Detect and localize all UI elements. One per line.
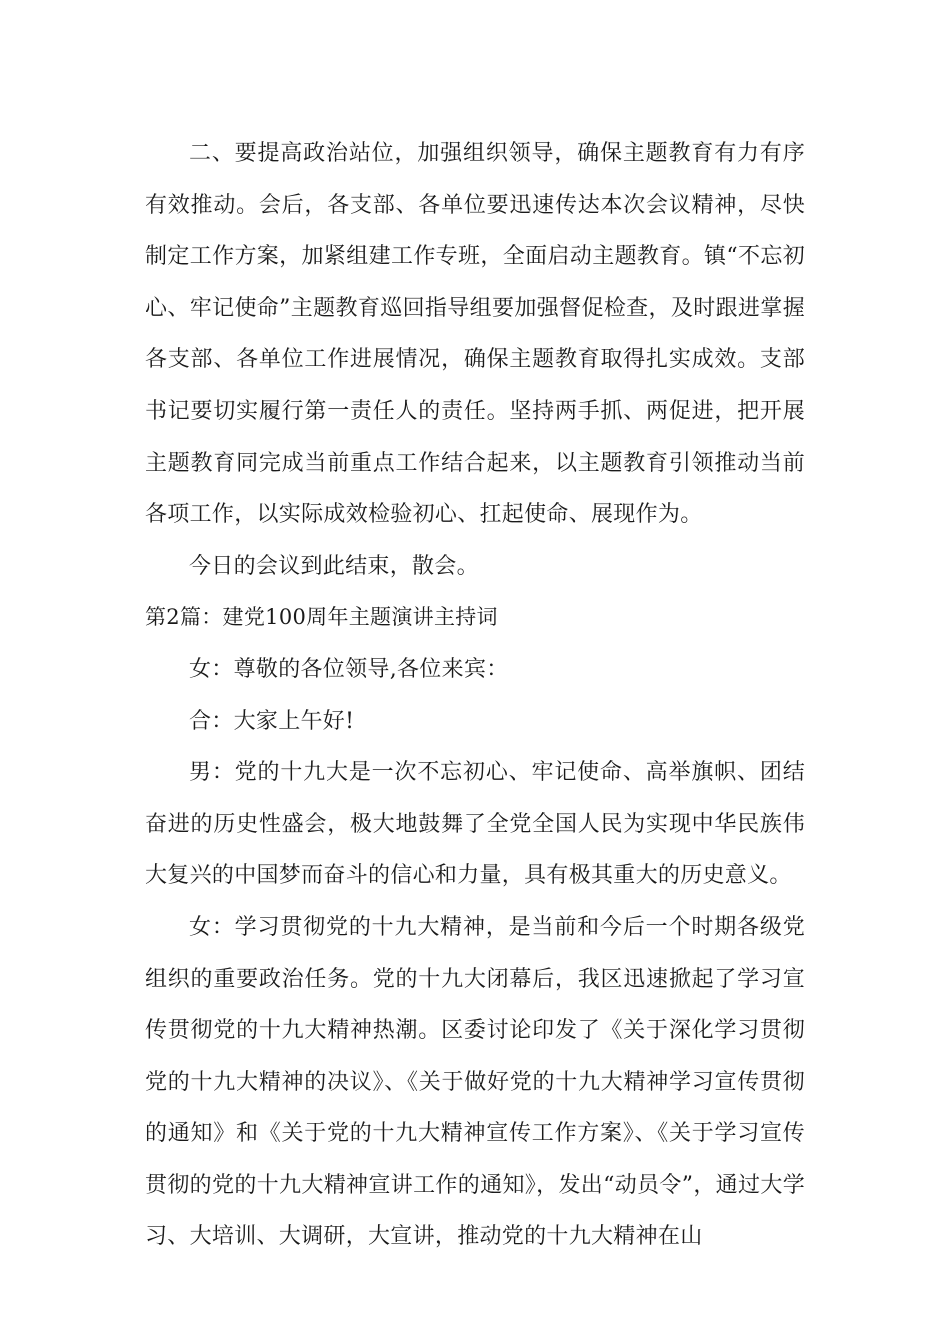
paragraph-meeting-close: 今日的会议到此结束，散会。 (189, 553, 479, 579)
paragraph-work-requirements: 二、要提高政治站位，加强组织领导，确保主题教育有力有序有效推动。会后，各支部、各单位要迅速传达本次会议精神，尽快制定工作方案，加紧组建工作专班，全面启动主题教育。镇“不忘初心、牢记使命”主题教育巡回指导组要加强督促检查，及时跟进掌握各支部、各单位工作进展情况，确保主题教育取得扎实成效。支部书记要切实履行第一责任人的责任。坚持两手抓、两促进，把开展主题教育同完成当前重点工作结合起来，以主题教育引领推动当前各项工作，以实际成效检验初心、扛起使命、展现作为。 (145, 141, 805, 528)
paragraph-greeting: 女：尊敬的各位领导,各位来宾： (189, 656, 509, 682)
paragraph-male-host: 男：党的十九大是一次不忘初心、牢记使命、高举旗帜、团结奋进的历史性盛会，极大地鼓舞了全党全国人民为实现中华民族伟大复兴的中国梦而奋斗的信心和力量，具有极其重大的历史意义。 (145, 760, 805, 889)
section-heading: 第2篇：建党100周年主题演讲主持词 (145, 605, 498, 630)
paragraph-female-host: 女：学习贯彻党的十九大精神，是当前和今后一个时期各级党组织的重要政治任务。党的十九大闭幕后，我区迅速掀起了学习宣传贯彻党的十九大精神热潮。区委讨论印发了《关于深化学习贯彻党的十九大精神的决议》、《关于做好党的十九大精神学习宣传贯彻的通知》和《关于党的十九大精神宣传工作方案》、《关于学习宣传贯彻的党的十九大精神宣讲工作的通知》，发出“动员令”，通过大学习、大培训、大调研，大宣讲，推动党的十九大精神在山 (145, 914, 805, 1250)
paragraph-joint-greeting: 合：大家上午好! (189, 708, 355, 734)
document-body (145, 128, 805, 1263)
